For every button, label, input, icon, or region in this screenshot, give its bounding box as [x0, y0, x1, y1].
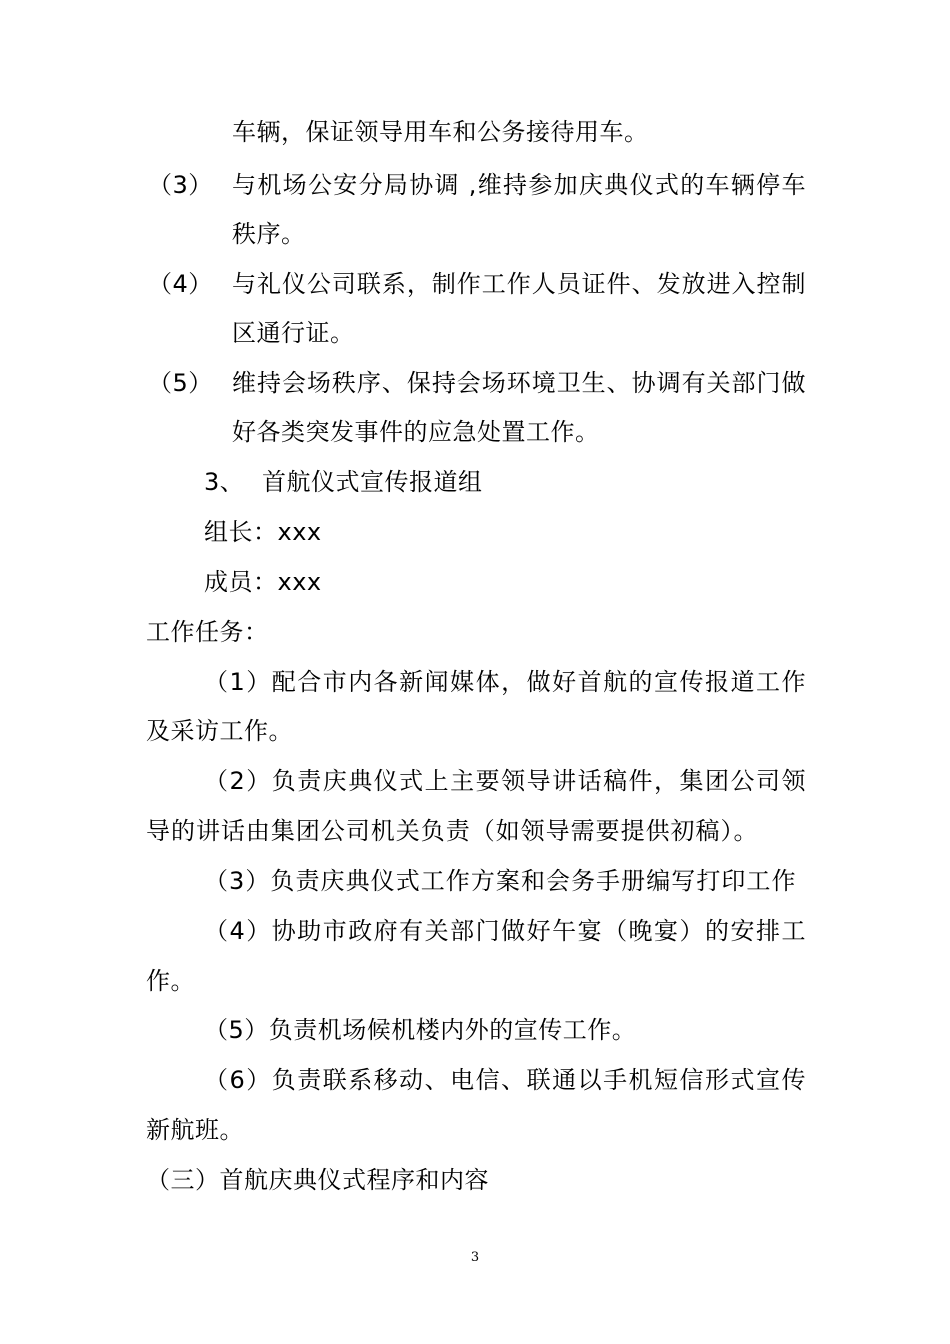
text-line: 作。: [146, 967, 195, 995]
section-heading: （三）首航庆典仪式程序和内容: [146, 1166, 489, 1194]
text-line: 与机场公安分局协调 ,维持参加庆典仪式的车辆停车: [232, 171, 806, 199]
text-line: 新航班。: [146, 1116, 244, 1144]
text-line: （3）负责庆典仪式工作方案和会务手册编写打印工作: [204, 867, 796, 895]
item-number: （4）: [148, 270, 213, 298]
text-line: 秩序。: [232, 220, 306, 248]
text-line: （6）负责联系移动、电信、联通以手机短信形式宣传: [204, 1066, 806, 1094]
text-line: 组长：xxx: [204, 518, 322, 546]
text-line: （4）协助市政府有关部门做好午宴（晚宴）的安排工: [204, 917, 806, 945]
text-line: 与礼仪公司联系，制作工作人员证件、发放进入控制: [232, 270, 806, 298]
text-line: 工作任务：: [146, 618, 269, 646]
text-line: 维持会场秩序、保持会场环境卫生、协调有关部门做: [232, 369, 806, 397]
text-line: 导的讲话由集团公司机关负责（如领导需要提供初稿）。: [146, 817, 758, 845]
text-line: 及采访工作。: [146, 717, 293, 745]
text-line: （1）配合市内各新闻媒体，做好首航的宣传报道工作: [204, 668, 806, 696]
item-number: （3）: [148, 171, 213, 199]
text-line: 成员：xxx: [204, 568, 322, 596]
text-line: 车辆，保证领导用车和公务接待用车。: [232, 118, 649, 146]
section-number: 3、: [204, 468, 245, 496]
section-heading: 首航仪式宣传报道组: [262, 468, 483, 496]
text-line: 好各类突发事件的应急处置工作。: [232, 418, 600, 446]
text-line: （5）负责机场候机楼内外的宣传工作。: [204, 1016, 637, 1044]
page-number: 3: [470, 1250, 480, 1265]
text-line: （2）负责庆典仪式上主要领导讲话稿件，集团公司领: [204, 767, 806, 795]
item-number: （5）: [148, 369, 213, 397]
text-line: 区通行证。: [232, 319, 355, 347]
